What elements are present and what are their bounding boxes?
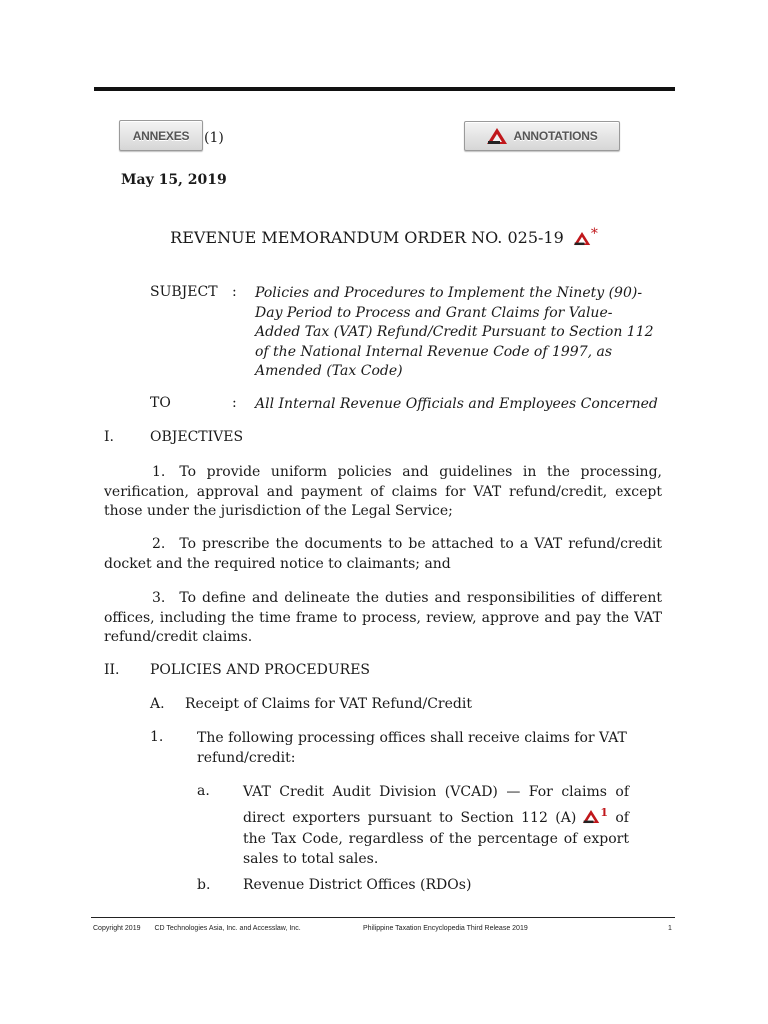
annexes-count: (1) [204,130,224,146]
annotation-icon [582,809,600,824]
document-date: May 15, 2019 [121,172,227,188]
subject-colon: : [232,284,237,300]
annotation-icon [573,231,591,246]
subsection-letter: A. [150,696,165,712]
item-text: Revenue District Offices (RDOs) [243,877,472,893]
subject-text: Policies and Procedures to Implement the Ninety (90)-Day Period to Process and Grant Claims for Value-Added Tax (VAT) Refund/Credit Pursuant to Section 112 of the National Internal Revenue Code of 1997, as Amended (Tax Code) [255,285,654,379]
annexes-button-label: ANNEXES [132,128,190,143]
section-number: I. [104,429,114,445]
objective-item: 3. To define and delineate the duties and responsibilities of different offices, including the time frame to process, review, approve and pay the VAT refund/credit claims. [104,590,662,645]
annotation-icon [486,127,508,145]
item-letter: b. [197,877,211,893]
page-number: 1 [668,925,672,932]
item-text: The following processing offices shall receive claims for VAT refund/credit: [197,730,627,766]
to-text: All Internal Revenue Officials and Employees Concerned [255,396,658,412]
objective-item: 2. To prescribe the documents to be attached to a VAT refund/credit docket and the required notice to claimants; and [104,536,662,572]
item-text-part: VAT Credit Audit Division (VCAD) — For claims of direct exporters pursuant to Section 112 (A) [243,784,629,826]
footer-rule [91,917,675,918]
footer-publication: Philippine Taxation Encyclopedia Third Release 2019 [363,925,528,932]
to-label: TO [150,395,171,411]
objective-item: 1. To provide uniform policies and guidelines in the processing, verification, approval and payment of claims for VAT refund/credit, except those under the jurisdiction of the Legal Service; [104,464,662,519]
section-heading: POLICIES AND PROCEDURES [150,662,371,678]
annotations-button-label: ANNOTATIONS [513,129,598,143]
item-letter: a. [197,783,210,799]
footer-copyright: Copyright 2019 CD Technologies Asia, Inc. and Accesslaw, Inc. [93,925,301,932]
annotations-button[interactable] [464,121,620,151]
document-title-text: REVENUE MEMORANDUM ORDER NO. 025-19 [170,228,564,247]
item-text-part: of the Tax Code, regardless of the percentage of export sales to total sales. [243,809,629,867]
section-heading: OBJECTIVES [150,429,244,445]
item-text [243,783,629,869]
reference-number[interactable]: 1 [600,805,608,819]
item-number: 1. [150,729,164,745]
subsection-heading: Receipt of Claims for VAT Refund/Credit [185,696,472,712]
top-rule [94,87,675,91]
title-note-marker: * [590,226,598,242]
annotation-link[interactable] [573,231,591,250]
to-colon: : [232,395,237,411]
annotation-link[interactable] [582,809,600,831]
section-number: II. [104,662,120,678]
annexes-button[interactable] [119,120,203,151]
subject-label: SUBJECT [150,284,218,300]
document-title [0,226,768,250]
